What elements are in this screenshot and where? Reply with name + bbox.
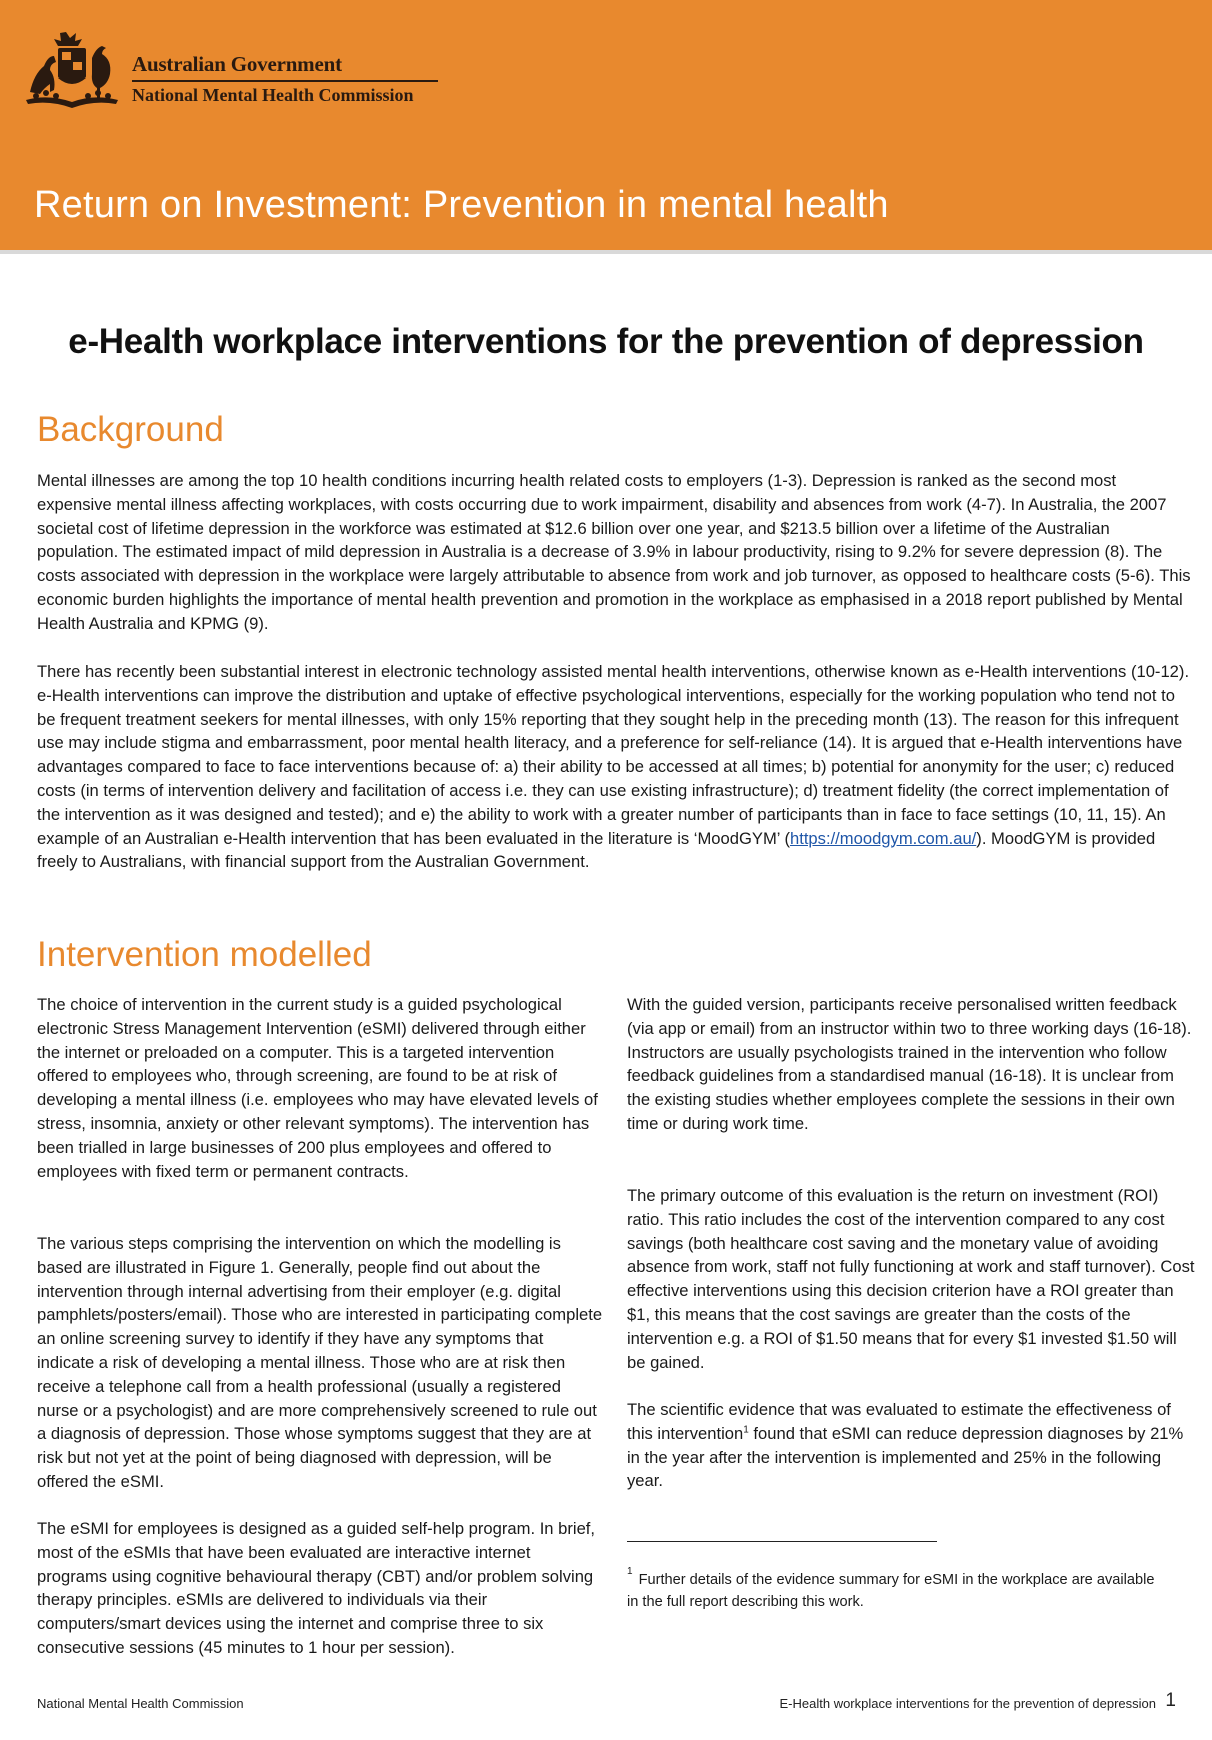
series-title: Return on Investment: Prevention in mental health xyxy=(34,184,889,226)
footnote xyxy=(627,1566,1157,1613)
intervention-right-paragraph-3-text: The scientific evidence that was evaluated to estimate the effectiveness of this intervention xyxy=(627,1400,1171,1443)
intervention-heading: Intervention modelled xyxy=(37,935,372,974)
background-paragraph-2-end: ). MoodGYM is provided freely to Australians, with financial support from the Australian Government. xyxy=(37,828,1156,872)
logo-divider xyxy=(132,80,438,82)
intervention-right-paragraph-3-end: found that eSMI can reduce depression diagnoses by 21% in the year after the intervention is implemented and 25% in the following year. xyxy=(627,1423,1184,1491)
background-paragraph-2 xyxy=(37,660,1195,874)
footnote-divider xyxy=(627,1541,937,1542)
intervention-left-paragraph-3: The eSMI for employees is designed as a guided self-help program. In brief, most of the eSMIs that have been evaluated are interactive internet programs using cognitive behavioural therapy (CBT) and/or problem solving therapy principles. eSMIs are delivered to individuals via their computers/smart devices using the internet and comprise three to six consecutive sessions (45 minutes to 1 hour per session). xyxy=(37,1519,596,1657)
footnote-text: Further details of the evidence summary for eSMI in the workplace are available in the full report describing this work. xyxy=(627,1572,1155,1610)
moodgym-link[interactable]: https://moodgym.com.au/ xyxy=(789,828,977,848)
intervention-right-paragraph-2: The primary outcome of this evaluation is the return on investment (ROI) ratio. This ratio includes the cost of the intervention compared to any cost savings (both healthcare cost saving and the monetary value of avoiding absence from work, staff not fully functioning at work and staff turnover). Cost effective interventions using this decision criterion have a ROI greater than $1, this means that the cost savings are greater than the costs of the intervention e.g. a ROI of $1.50 means that for every $1 invested $1.50 will be gained. xyxy=(627,1186,1195,1372)
footnote-reference: 1 xyxy=(743,1424,749,1436)
government-logo xyxy=(22,30,442,110)
document-title: e-Health workplace interventions for the prevention of depression xyxy=(68,322,1144,361)
background-paragraph-1: Mental illnesses are among the top 10 health conditions incurring health related costs to employers (1-3). Depression is ranked as the second most expensive mental illness affecting workplaces, with costs occurring due to work impairment, disability and absences from work (4-7). In Australia, the 2007 societal cost of lifetime depression in the workforce was estimated at $12.6 billion over one year, and $213.5 billion over a lifetime of the Australian population. The estimated impact of mild depression in Australia is a decrease of 3.9% in labour productivity, rising to 9.2% for severe depression (8). The costs associated with depression in the workplace were largely attributable to absence from work and job turnover, as opposed to healthcare costs (5-6). This economic burden highlights the importance of mental health prevention and promotion in the workplace as emphasised in a 2018 report published by Mental Health Australia and KPMG (9). xyxy=(37,471,1191,633)
background-paragraph-2-text: There has recently been substantial interest in electronic technology assisted mental health interventions, otherwise known as e-Health interventions (10-12). e-Health interventions can improve the distribution and uptake of effective psychological interventions, especially for the working population who tend not to be frequent treatment seekers for mental illnesses, with only 15% reporting that they sought help in the preceding month (13). The reason for this infrequent use may include stigma and embarrassment, poor mental health literacy, and a preference for self-reliance (14). It is argued that e-Health interventions have advantages compared to face to face interventions because of: a) their ability to be accessed at all times; b) potential for anonymity for the user; c) reduced costs (in terms of intervention delivery and facilitation of access i.e. they can use existing infrastructure); d) treatment fidelity (the correct implementation of the intervention as it was designed and tested); and e) the ability to work with a greater number of participants than in face to face settings (10, 11, 15). An example of an Australian e-Health intervention that has been evaluated in the literature is ‘MoodGYM’ ( xyxy=(37,662,1190,848)
background-heading: Background xyxy=(37,410,224,449)
intervention-left-paragraph-2: The various steps comprising the intervention on which the modelling is based are illustrated in Figure 1. Generally, people find out about the intervention through internal advertising from their employer (e.g. digital pamphlets/posters/email). Those who are interested in participating complete an online screening survey to identify if they have any symptoms that indicate a risk of developing a mental illness. Those who are at risk then receive a telephone call from a health professional (usually a registered nurse or a psychologist) and are more comprehensively screened to rule out a diagnosis of depression. Those whose symptoms suggest that they are at risk but not yet at the point of being diagnosed with depression, will be offered the eSMI. xyxy=(37,1234,603,1491)
government-name: Australian Government xyxy=(132,52,342,76)
coat-of-arms-icon xyxy=(22,30,122,110)
intervention-left-paragraph-1: The choice of intervention in the current study is a guided psychological electronic Stress Management Intervention (eSMI) delivered through either the internet or preloaded on a computer. This is a targeted intervention offered to employees who, through screening, are found to be at risk of developing a mental illness (i.e. employees who may have elevated levels of stress, insomnia, anxiety or other relevant symptoms). The intervention has been trialled in large businesses of 200 plus employees and offered to employees with fixed term or permanent contracts. xyxy=(37,995,598,1181)
footer-organisation: National Mental Health Commission xyxy=(37,1696,244,1711)
intervention-right-paragraph-3 xyxy=(627,1398,1195,1493)
intervention-right-paragraph-1: With the guided version, participants receive personalised written feedback (via app or email) from an instructor within two to three working days (16-18). Instructors are usually psychologists trained in the intervention who follow feedback guidelines from a standardised manual (16-18). It is unclear from the existing studies whether employees complete the sessions in their own time or during work time. xyxy=(627,995,1192,1133)
header-banner xyxy=(0,0,1212,254)
commission-name: National Mental Health Commission xyxy=(132,85,414,105)
page-number: 1 xyxy=(1165,1690,1176,1711)
footer-document-title: E-Health workplace interventions for the prevention of depression xyxy=(779,1696,1156,1711)
footnote-marker: 1 xyxy=(627,1566,633,1577)
